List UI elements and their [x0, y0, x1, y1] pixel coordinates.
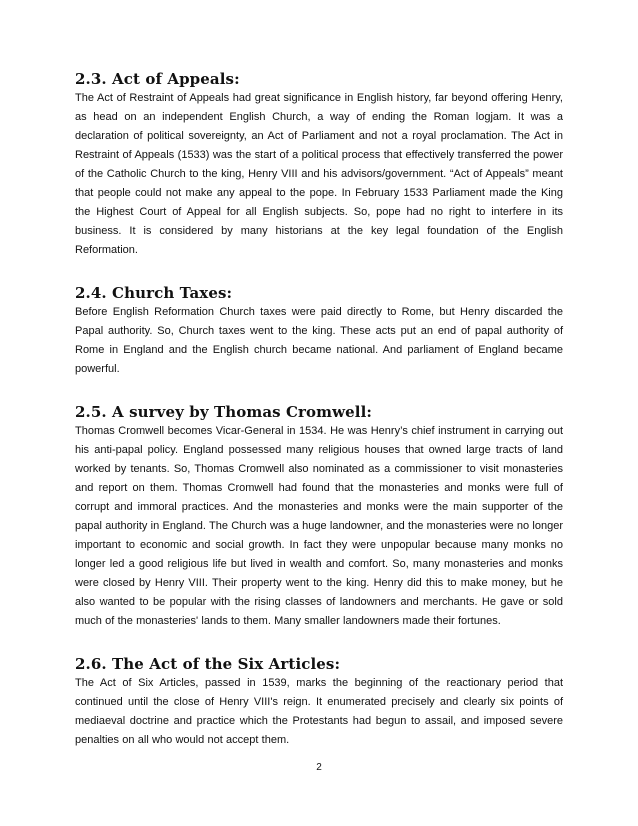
section-heading: 2.6. The Act of the Six Articles: [75, 655, 341, 673]
section-survey-thomas-cromwell [75, 403, 563, 631]
section-body: Before English Reformation Church taxes were paid directly to Rome, but Henry discarded the Papal authority. So, Church taxes went to the king. These acts put an end of papal authority of Rome in England and the English church became national. And parliament of England became powerful. [75, 306, 563, 375]
section-heading: 2.3. Act of Appeals: [75, 70, 240, 88]
section-heading: 2.4. Church Taxes: [75, 284, 233, 302]
section-act-of-six-articles [75, 655, 563, 750]
section-body: The Act of Six Articles, passed in 1539, marks the beginning of the reactionary period that continued until the close of Henry VIII's reign. It enumerated precisely and clearly six points of mediaeval doctrine and practice which the Protestants had begun to assail, and imposed severe penalties on all who would not accept them. [75, 677, 563, 746]
section-heading: 2.5. A survey by Thomas Cromwell: [75, 403, 373, 421]
section-body: The Act of Restraint of Appeals had great significance in English history, far beyond offering Henry, as head on an independent English Church, a way of ending the Roman logjam. It was a declaration of political sovereignty, an Act of Parliament and not a royal proclamation. The Act in Restraint of Appeals (1533) was the start of a political process that effectively transferred the power of the Catholic Church to the king, Henry VIII and his advisors/government. “Act of Appeals” meant that people could not make any appeal to the pope. In February 1533 Parliament made the King the Highest Court of Appeal for all English subjects. So, pope had no right to interfere in its business. It is considered by many historians at the key legal foundation of the English Reformation. [75, 92, 563, 256]
document-page [75, 70, 563, 750]
page-number: 2 [316, 762, 322, 773]
section-church-taxes [75, 284, 563, 379]
section-body: Thomas Cromwell becomes Vicar-General in 1534. He was Henry’s chief instrument in carrying out his anti-papal policy. England possessed many religious houses that owned large tracts of land worked by tenants. So, Thomas Cromwell also nominated as a commissioner to visit monasteries and report on them. Thomas Cromwell had found that the monasteries and monks were full of corrupt and immoral practices. And the monasteries and monks were the main supporter of the papal authority in England. The Church was a huge landowner, and the monasteries were no longer important to economic and social growth. In fact they were unpopular because many monks no longer led a good religious life but lived in wealth and comfort. So, many monasteries and monks were closed by Henry VIII. Their property went to the king. Henry did this to make money, but he also wanted to be popular with the rising classes of landowners and merchants. He gave or sold much of the monasteries' lands to them. Many smaller landowners made their fortunes. [75, 425, 563, 627]
section-act-of-appeals [75, 70, 563, 260]
